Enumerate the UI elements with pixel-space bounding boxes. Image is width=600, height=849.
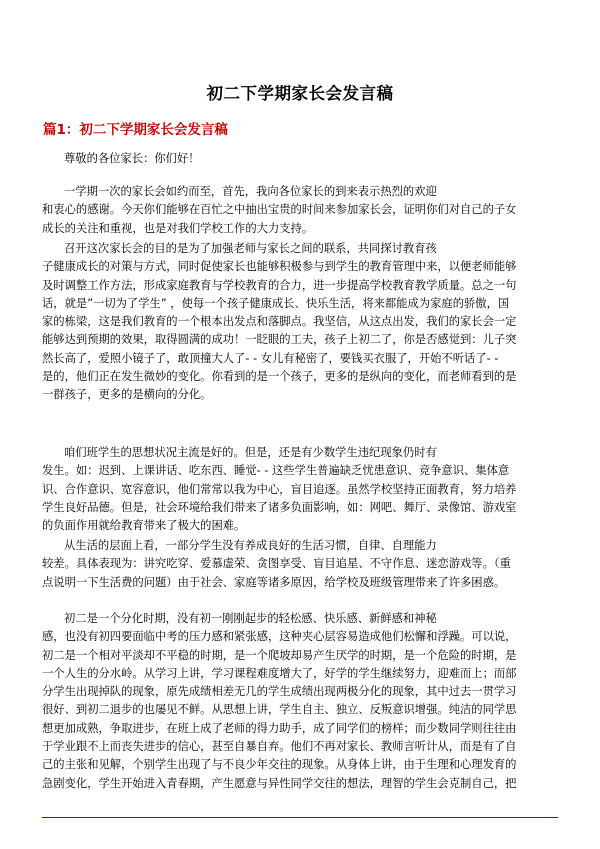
greeting-line: 尊敬的各位家长：你们好！ (64, 152, 200, 165)
text-line: 较差。具体表现为：讲究吃穿、爱慕虚荣、贪图享受、盲目追星、不守作息、迷恋游戏等。（重 (42, 557, 511, 571)
text-line: 的负面作用就给教育带来了极大的困难。 (42, 519, 246, 533)
paragraph-3 (42, 444, 562, 535)
paragraph-2 (42, 240, 562, 405)
text-line: 初二是一个分化时期，没有初一刚刚起步的轻松感、快乐感、新鲜感和神秘 (64, 612, 437, 625)
text-line: 从生活的层面上看，一部分学生没有养成良好的生活习惯，自律、自理能力 (64, 539, 437, 552)
text-line: 家的栋梁，这是我们教育的一个根本出发点和落脚点。我坚信，从这点出发，我们的家长会一定 (42, 315, 517, 329)
text-line: 能够达到预期的效果，取得圆满的成功！一眨眼的工夫，孩子上初二了，你是否感觉到：儿子突 (42, 333, 517, 347)
text-line: 是的，他们正在发生微妙的变化。你看到的是一个孩子，更多的是纵向的变化，而老师看到的是 (42, 370, 517, 384)
text-line: 召开这次家长会的目的是为了加强老师与家长之间的联系，共同探讨教育孩 (64, 242, 437, 255)
text-line: 子健康成长的对策与方式，同时促使家长也能够积极参与到学生的教育管理中来，以便老师能够 (42, 260, 517, 274)
text-line: 想更加成熟，争取进步，在班上成了老师的得力助手，成了同学们的榜样；而少数同学则往往由 (42, 721, 517, 735)
text-line: 一个人生的分水岭。从学习上讲，学习课程难度增大了，好学的学生继续努力，迎难而上；而部 (42, 666, 517, 680)
greeting (42, 150, 562, 168)
paragraph-5 (42, 610, 562, 793)
text-line: 识、合作意识、宽容意识，他们常常以我为中心，盲目追逐。虽然学校坚持正面教育，努力培养 (42, 482, 517, 496)
text-line: 点说明一下生活费的问题）由于社会、家庭等诸多原因，给学校及班级管理带来了许多困惑。 (42, 575, 506, 589)
text-line: 一群孩子，更多的是横向的分化。 (42, 388, 212, 402)
document-title: 初二下学期家长会发言稿 (206, 84, 394, 103)
section-heading: 篇1：初二下学期家长会发言稿 (43, 122, 228, 138)
paragraph-4 (42, 537, 562, 592)
text-line: 分学生出现掉队的现象，原先成绩相差无几的学生成绩出现两极分化的现象，其中过去一贯学习 (42, 685, 517, 699)
text-line: 于学业跟不上而丧失进步的信心，甚至自暴自弃。他们不再对家长、教师言听计从，而是有了自 (42, 740, 517, 754)
text-line: 然长高了，爱照小镜子了，敢顶撞大人了- - 女儿有秘密了，要钱买衣服了，开始不听话了- - (42, 351, 499, 365)
text-line: 发生。如：迟到、上课讲话、吃东西、睡觉- - 这些学生普遍缺乏忧患意识、竞争意识、集体意 (42, 464, 510, 478)
paragraph-1 (42, 183, 562, 238)
footer-divider (42, 817, 558, 818)
text-line: 话，就是”一切为了学生” ，使每一个孩子健康成长、快乐生活，将来都能成为家庭的骄傲，国 (42, 296, 510, 310)
text-line: 和衷心的感谢。今天你们能够在百忙之中抽出宝贵的时间来参加家长会，证明你们对自己的子女 (42, 203, 517, 217)
text-line: 很好、到初二退步的也屡见不鲜。从思想上讲，学生自主、独立、反叛意识增强。纯洁的同学思 (42, 703, 517, 717)
text-line: 急剧变化，学生开始进入青春期，产生愿意与异性同学交往的想法，理智的学生会克制自己，把 (42, 776, 517, 790)
text-line: 感，也没有初四要面临中考的压力感和紧张感，这种夹心层容易造成他们松懈和浮躁。可以说， (42, 630, 517, 644)
text-line: 成长的关注和重视，也是对我们学校工作的大力支持。 (42, 221, 314, 235)
text-line: 一学期一次的家长会如约而至，首先，我向各位家长的到来表示热烈的欢迎 (64, 185, 437, 198)
text-line: 初二是一个相对平淡却不平稳的时期，是一个爬坡却易产生厌学的时期，是一个危险的时期，是 (42, 648, 517, 662)
text-line: 及时调整工作方法，形成家庭教育与学校教育的合力，进一步提高学校教育教学质量。总之一句 (42, 278, 517, 292)
text-line: 己的主张和见解，个别学生出现了与不良少年交往的现象。从身体上讲，由于生理和心理发育的 (42, 758, 517, 772)
text-line: 学生良好品德。但是，社会环境给我们带来了诸多负面影响，如：网吧、舞厅、录像馆、游戏室 (42, 500, 517, 514)
text-line: 咱们班学生的思想状况主流是好的。但是，还是有少数学生违纪现象仍时有 (64, 446, 437, 459)
